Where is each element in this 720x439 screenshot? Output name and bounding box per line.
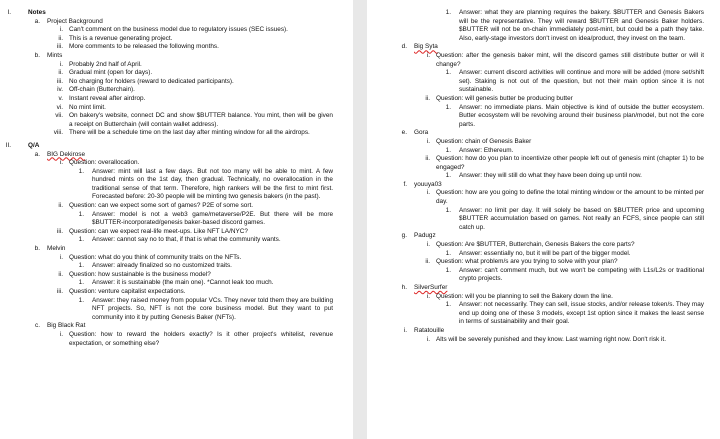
outline-text: Off-chain (Butterchain). xyxy=(69,86,135,94)
outline-marker: i. xyxy=(426,292,430,300)
outline-item xyxy=(0,142,353,151)
outline-text: Question: overallocation. xyxy=(69,159,140,167)
outline-marker: g. xyxy=(401,232,407,240)
outline-marker: 1. xyxy=(445,103,451,111)
outline-text: No charging for holders (reward to dedicated participants). xyxy=(69,77,234,85)
outline-text: youuya03 xyxy=(414,180,442,188)
outline-marker: c. xyxy=(35,322,40,330)
outline-marker: II. xyxy=(5,141,11,149)
outline-text: Question: how to reward the holders exactly? Is it other project's whitelist, revenue expectation, or something else? xyxy=(69,330,333,347)
outline-text: Question: will genesis butter be producing butter xyxy=(436,94,573,102)
outline-text: Instant reveal after airdrop. xyxy=(69,94,146,102)
outline-item xyxy=(0,18,353,27)
outline-marker: i. xyxy=(59,60,63,68)
outline-text: Big Syta xyxy=(414,43,438,51)
outline-item xyxy=(367,232,720,241)
outline-text: Answer: it is sustainable (the main one). *Cannot leak too much. xyxy=(92,279,274,287)
outline-marker: iv. xyxy=(57,86,63,94)
outline-text: Question: how are you going to define the total minting window or the amount to be minted per day. xyxy=(436,189,704,206)
outline-text: Answer: they raised money from popular VCs. They never told them they are building NFT projects. So, NFT is not the core business model. But they want to put community into it by putting Genesis Baker (NFTs). xyxy=(92,296,333,321)
outline-marker: iii. xyxy=(56,43,63,51)
outline-item xyxy=(0,26,353,35)
outline-item xyxy=(367,181,720,190)
outline-marker: i. xyxy=(426,137,430,145)
outline-text: Question: Are $BUTTER, Butterchain, Genesis Bakers the core parts? xyxy=(436,241,635,249)
outline-marker: i. xyxy=(426,335,430,343)
outline-marker: ii. xyxy=(58,202,63,210)
outline-marker: iii. xyxy=(56,288,63,295)
outline-text: Question: how sustainable is the business model? xyxy=(69,270,211,278)
outline-item xyxy=(0,159,353,168)
outline-text: No mint limit. xyxy=(69,103,106,111)
outline-item xyxy=(0,236,353,245)
outline-marker: 1. xyxy=(445,69,451,77)
outline-marker: 1. xyxy=(445,172,451,180)
outline-item xyxy=(0,211,353,228)
outline-text: Answer: not necessarily. They can sell, issue stocks, and/or release token/s. They may end up doing one of these 3 models, except 1st option since it makes the least sense in terms of sustainability and their goal. xyxy=(459,301,704,326)
outline-marker: 1. xyxy=(445,146,451,154)
outline-text: There will be a schedule time on the last day after minting window for all the airdrops. xyxy=(69,129,310,137)
outline-item xyxy=(367,104,720,130)
outline-item xyxy=(367,43,720,52)
outline-marker: 1. xyxy=(445,301,451,309)
outline-marker: i. xyxy=(426,241,430,249)
outline-text: Melvin xyxy=(47,245,66,253)
outline-item xyxy=(0,297,353,323)
outline-text: Gora xyxy=(414,129,429,137)
outline-item xyxy=(367,189,720,206)
outline-text: Answer: essentially no, but it will be part of the bigger model. xyxy=(459,249,631,257)
outline-text: Answer: current discord activities will continue and more will be added (more set/shift set). Staking is not out of the question, but not their main option since it is not sustainable. xyxy=(459,69,704,94)
outline-marker: v. xyxy=(58,94,63,102)
outline-marker: I. xyxy=(7,9,11,16)
outline-text: Big Black Rat xyxy=(47,322,86,330)
outline-item xyxy=(367,327,720,336)
outline-marker: b. xyxy=(34,245,40,253)
outline-text: Project Background xyxy=(47,17,103,25)
outline-text: Notes xyxy=(28,9,46,16)
outline-item xyxy=(367,9,720,43)
outline-text: Q/A xyxy=(28,141,40,149)
outline-marker: viii. xyxy=(53,129,63,137)
outline-item xyxy=(0,112,353,129)
outline-item xyxy=(0,262,353,271)
outline-text: This is a revenue generating project. xyxy=(69,34,173,42)
outline-item xyxy=(367,241,720,250)
outline-marker: ii. xyxy=(425,155,430,163)
outline-text: Probably 2nd half of April. xyxy=(69,60,142,68)
outline-text: Answer: no limit per day. It will solely be based on $BUTTER price and upcoming $BUTTER accumulation based on games. Not really an FCFS, since people can still catch up. xyxy=(459,206,704,231)
outline-item xyxy=(0,254,353,263)
outline-marker: 1. xyxy=(445,249,451,257)
outline-marker: i. xyxy=(59,330,63,338)
outline-item xyxy=(367,138,720,147)
outline-item xyxy=(0,271,353,280)
outline-item xyxy=(367,147,720,156)
outline-text: Question: after the genesis baker mint, will the discord games still distribute butter or will it change? xyxy=(436,51,704,68)
outline-marker: 1. xyxy=(78,236,84,244)
outline-marker: 1. xyxy=(445,266,451,274)
outline-item xyxy=(0,288,353,297)
outline-text: SilverSurfer xyxy=(414,284,448,291)
document-page-left xyxy=(0,0,353,439)
outline-marker: a. xyxy=(34,17,40,25)
outline-text: Padugz xyxy=(414,232,436,240)
outline-marker: ii. xyxy=(425,94,430,102)
outline-item xyxy=(0,168,353,202)
outline-item xyxy=(367,155,720,172)
outline-text: Gradual mint (open for days). xyxy=(69,69,153,77)
outline-marker: vi. xyxy=(56,103,63,111)
outline-item xyxy=(0,52,353,61)
outline-text: Alts will be severely punished and they know. Last warning right now. Don't risk it. xyxy=(436,335,666,343)
outline-text: Answer: can't comment much, but we won't be competing with L1s/L2s or traditional crypto projects. xyxy=(459,266,704,283)
outline-item xyxy=(0,104,353,113)
outline-text: BIG Dekirose xyxy=(47,150,86,158)
outline-item xyxy=(367,258,720,267)
outline-item xyxy=(367,52,720,69)
outline-list-left xyxy=(0,9,353,348)
outline-text: On bakery's website, connect DC and show $BUTTER balance. You mint, then will be given a receipt on Butterchain (will contain wallet address). xyxy=(69,112,333,128)
outline-text: Answer: mint will last a few days. But not too many will be able to mint. A few hundred mints on the 1st day, then gradual. Technically, no overallocation in the traditional sense of that term. Therefore, high rankers will be the first to mint first. Forecasted before: 20-30 people will be minting two genesis bakers (in the past). xyxy=(92,167,333,201)
outline-item xyxy=(0,279,353,288)
outline-text: Answer: no immediate plans. Main objective is kind of outside the butter ecosystem. Butter ecosystem will be revolving around their business plan/model, but not the core parts. xyxy=(459,103,704,128)
outline-marker: 1. xyxy=(78,167,84,175)
outline-text: Question: can we expect some sort of games? P2E of some sort. xyxy=(69,202,253,210)
outline-marker: a. xyxy=(34,150,40,158)
outline-text: Question: chain of Genesis Baker xyxy=(436,137,532,145)
outline-text: More comments to be released the following months. xyxy=(69,43,219,51)
outline-marker: iii. xyxy=(56,77,63,85)
outline-text: Answer: Ethereum. xyxy=(459,146,514,154)
outline-marker: i. xyxy=(403,326,407,334)
outline-item xyxy=(367,69,720,95)
outline-item xyxy=(367,293,720,302)
outline-item xyxy=(367,267,720,284)
outline-text: Answer: what they are planning requires the bakery. $BUTTER and Genesis Bakers will be the representative. They will reward $BUTTER and Genesis Baker holders. $BUTTER will not be on-chain immediately post-mint, but could be a path they take. Also, early-stage investors don't invest on idea/product, they invest on the team. xyxy=(459,9,704,42)
outline-marker: i. xyxy=(426,189,430,197)
outline-text: Question: will you be planning to sell the Bakery down the line. xyxy=(436,292,613,300)
outline-item xyxy=(0,9,353,18)
outline-item xyxy=(0,245,353,254)
outline-marker: h. xyxy=(401,284,407,291)
outline-item xyxy=(0,129,353,138)
outline-marker: ii. xyxy=(58,34,63,42)
outline-text: Question: what problem/s are you trying to solve with your plan? xyxy=(436,258,618,266)
outline-item xyxy=(367,95,720,104)
outline-item xyxy=(367,172,720,181)
outline-item xyxy=(0,228,353,237)
outline-text: Ratatouille xyxy=(414,326,445,334)
outline-text: Question: venture capitalist expectations. xyxy=(69,288,186,295)
outline-marker: 1. xyxy=(78,262,84,270)
outline-item xyxy=(0,86,353,95)
outline-item xyxy=(0,151,353,160)
outline-text: Answer: model is not a web3 game/metaverse/P2E. But there will be more $BUTTER-incorporated/genesis baker-based discord games. xyxy=(92,210,333,227)
outline-marker: 1. xyxy=(78,210,84,218)
outline-marker: vii. xyxy=(55,112,63,120)
outline-marker: 1. xyxy=(78,279,84,287)
outline-marker: iii. xyxy=(56,227,63,235)
outline-text: Answer: cannot say no to that, if that is what the community wants. xyxy=(92,236,281,244)
outline-item xyxy=(0,35,353,44)
outline-list-right xyxy=(367,9,720,344)
outline-marker: e. xyxy=(401,129,407,137)
outline-marker: ii. xyxy=(425,258,430,266)
outline-marker: 1. xyxy=(445,206,451,214)
outline-marker: ii. xyxy=(58,270,63,278)
outline-item xyxy=(367,301,720,327)
outline-item xyxy=(367,250,720,259)
outline-item xyxy=(367,129,720,138)
outline-marker: i. xyxy=(426,51,430,59)
outline-text: Can't comment on the business model due to regulatory issues (SEC issues). xyxy=(69,26,288,34)
outline-item xyxy=(367,284,720,293)
outline-marker: d. xyxy=(401,43,407,51)
outline-marker: ii. xyxy=(58,69,63,77)
outline-item xyxy=(0,78,353,87)
outline-item xyxy=(0,95,353,104)
outline-text: Answer: already finalized so no customized traits. xyxy=(92,262,232,270)
outline-marker: 1. xyxy=(445,9,451,16)
outline-marker: b. xyxy=(34,51,40,59)
outline-text: Question: how do you plan to incentivize other people left out of genesis mint (chapter 1) to be engaged? xyxy=(436,155,704,171)
outline-text: Answer: they will still do what they have been doing up until now. xyxy=(459,172,642,180)
outline-item xyxy=(367,336,720,345)
outline-item xyxy=(0,69,353,78)
outline-item xyxy=(0,202,353,211)
outline-item xyxy=(0,61,353,70)
outline-item xyxy=(0,331,353,348)
outline-marker: i. xyxy=(59,159,63,167)
outline-text: Question: what do you think of community traits on the NFTs. xyxy=(69,253,242,261)
outline-item xyxy=(0,322,353,331)
outline-marker: i. xyxy=(59,26,63,34)
document-page-right xyxy=(367,0,720,439)
outline-item xyxy=(0,43,353,52)
outline-marker: i. xyxy=(59,253,63,261)
outline-text: Mints xyxy=(47,51,63,59)
outline-marker: 1. xyxy=(78,296,84,304)
outline-item xyxy=(367,207,720,233)
outline-marker: f. xyxy=(403,180,407,188)
outline-text: Question: can we expect real-life meet-ups. Like NFT LA/NYC? xyxy=(69,227,248,235)
